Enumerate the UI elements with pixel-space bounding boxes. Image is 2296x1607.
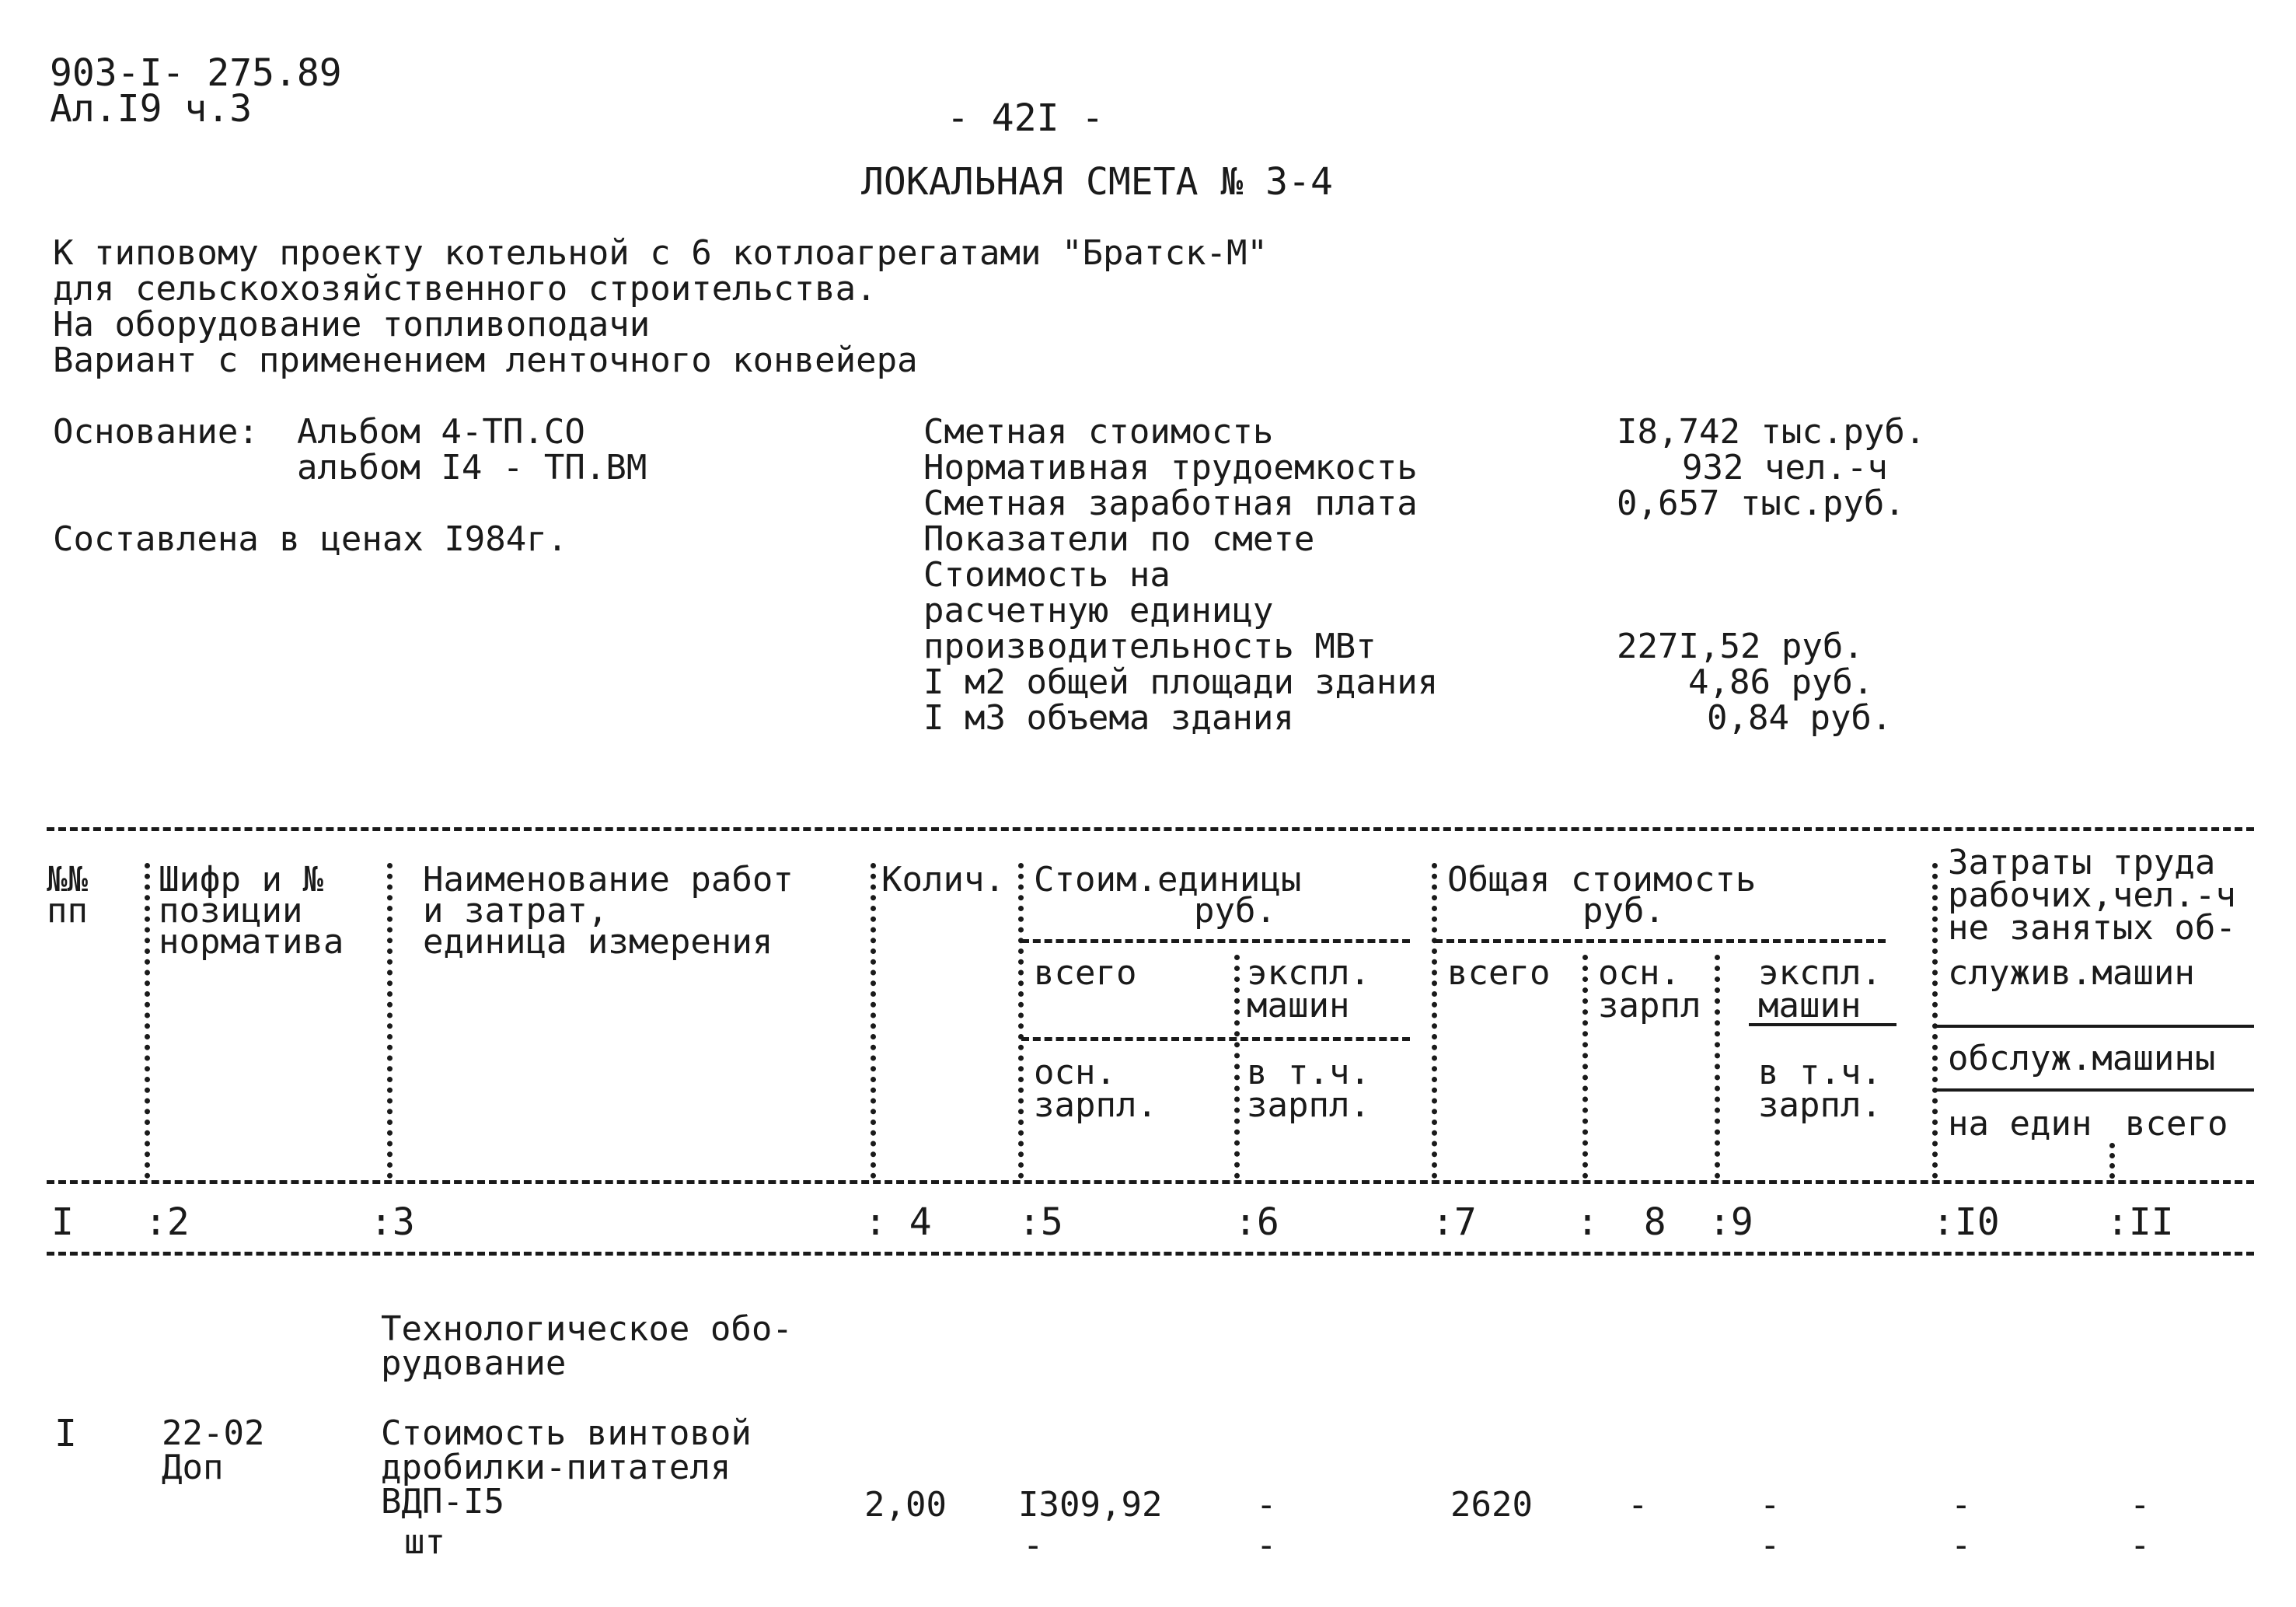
column-separator (1018, 863, 1024, 1179)
summary-value: 227I,52 руб. (1617, 627, 1864, 666)
col-number: :2 (145, 1200, 190, 1244)
prices-note: Составлена в ценах I984г. (53, 519, 568, 559)
column-separator (2109, 1143, 2115, 1179)
header-total-wage: осн. (1598, 953, 1680, 993)
header-unit-mach: экспл. (1247, 953, 1370, 993)
col-number: : 4 (864, 1200, 932, 1244)
header-unit-cost: Стоим.единицы (1034, 860, 1302, 900)
header-total-cost-rub: руб. (1582, 891, 1665, 931)
col-number: :9 (1708, 1200, 1753, 1244)
table-top-rule (47, 827, 2254, 831)
column-separator (1432, 863, 1437, 1179)
header-unit-cost-rub: руб. (1194, 891, 1276, 931)
column-separator (1715, 955, 1720, 1179)
header-name: и затрат, (423, 891, 609, 931)
header-unit-mach-wage: в т.ч. (1247, 1053, 1370, 1092)
header-total-mach: машин (1758, 986, 1862, 1025)
row-name: ВДП-I5 (381, 1482, 504, 1521)
col-number: :3 (370, 1200, 415, 1244)
summary-value: 4,86 руб. (1688, 662, 1874, 702)
row-labor-total: - (2130, 1485, 2151, 1525)
summary-value: I8,742 тыс.руб. (1617, 412, 1926, 452)
header-bottom-rule (47, 1180, 2254, 1184)
document-title: ЛОКАЛЬНАЯ СМЕТА № 3-4 (861, 160, 1333, 204)
row-code: 22-02 (162, 1413, 265, 1453)
basis-label: Основание: (53, 412, 259, 452)
header-unit-mach-wage: зарпл. (1247, 1085, 1370, 1125)
document-code: 903-I- 275.89 (50, 51, 342, 95)
header-rule-10a (1935, 1025, 2254, 1028)
header-qty: Колич. (881, 860, 1005, 900)
header-labor: рабочих,чел.-ч (1948, 875, 2236, 915)
column-separator (1234, 955, 1240, 1179)
column-separator (1582, 955, 1588, 1179)
row-sub-dash: - (1256, 1525, 1277, 1565)
row-unit-mach: - (1256, 1485, 1277, 1525)
summary-value: 0,84 руб. (1707, 698, 1893, 738)
header-code: Шифр и № (159, 860, 323, 900)
album-part: Ал.I9 ч.3 (50, 87, 253, 131)
col-number: :7 (1432, 1200, 1477, 1244)
header-total-wage: зарпл (1598, 986, 1701, 1025)
row-name: дробилки-питателя (381, 1448, 731, 1487)
header-total-mach: экспл. (1758, 953, 1882, 993)
row-sub-dash: - (1023, 1525, 1044, 1565)
summary-label: Показатели по смете (923, 519, 1315, 559)
header-num-2: пп (47, 891, 88, 931)
row-sub-dash: - (1760, 1525, 1781, 1565)
summary-label: I м2 общей площади здания (923, 662, 1439, 702)
header-labor: Затраты труда (1948, 843, 2216, 882)
header-unit-total: всего (1034, 953, 1137, 993)
column-separator (1932, 863, 1938, 1179)
column-separator (145, 863, 150, 1179)
header-total-mach-wage: зарпл. (1758, 1085, 1882, 1125)
column-separator (871, 863, 876, 1179)
summary-label: производительность МВт (923, 627, 1377, 666)
header-sub-rule-1 (1021, 939, 1410, 943)
row-sub-dash: - (2130, 1525, 2151, 1565)
summary-value: 932 чел.-ч (1682, 448, 1888, 487)
row-total-wage: - (1628, 1485, 1649, 1525)
summary-label: I м3 объема здания (923, 698, 1294, 738)
summary-label: Нормативная трудоемкость (923, 448, 1418, 487)
header-name: Наименование работ (423, 860, 794, 900)
header-labor-per-unit: на един (1948, 1104, 2092, 1144)
section-title: рудование (381, 1343, 567, 1383)
row-name: Стоимость винтовой (381, 1413, 752, 1453)
page-number: - 42I - (947, 96, 1104, 140)
intro-line-3: На оборудование топливоподачи (53, 305, 651, 344)
header-name: единица измерения (423, 922, 773, 962)
column-separator (387, 863, 393, 1179)
summary-label: Сметная стоимость (923, 412, 1274, 452)
row-total-mach: - (1760, 1485, 1781, 1525)
header-num-1: №№ (47, 860, 88, 900)
header-sub-rule-2 (1435, 939, 1886, 943)
header-total-mach-wage: в т.ч. (1758, 1053, 1882, 1092)
header-labor-total: всего (2125, 1104, 2228, 1144)
col-number: :II (2106, 1200, 2174, 1244)
row-total: 2620 (1450, 1485, 1533, 1525)
col-number-rule (47, 1252, 2254, 1256)
col-number: :I0 (1932, 1200, 2000, 1244)
row-qty: 2,00 (864, 1485, 947, 1525)
summary-value: 0,657 тыс.руб. (1617, 484, 1905, 523)
header-code: позиции (159, 891, 303, 931)
summary-label: Сметная заработная плата (923, 484, 1418, 523)
header-mach-underline (1749, 1023, 1896, 1026)
basis-album-2: альбом I4 - ТП.ВМ (297, 448, 647, 487)
summary-label: Стоимость на (923, 555, 1171, 595)
intro-line-1: К типовому проекту котельной с 6 котлоагрегатами "Братск-М" (53, 233, 1268, 273)
intro-line-2: для сельскохозяйственного строительства. (53, 269, 877, 309)
header-unit-wage: зарпл. (1034, 1085, 1157, 1125)
row-labor-unit: - (1951, 1485, 1972, 1525)
header-labor: служив.машин (1948, 953, 2195, 993)
header-total-cost: Общая стоимость (1447, 860, 1757, 900)
section-title: Технологическое обо- (381, 1309, 793, 1349)
row-unit-total: I309,92 (1018, 1485, 1163, 1525)
col-number: : 8 (1576, 1200, 1666, 1244)
header-total-all: всего (1447, 953, 1551, 993)
header-sub-rule-3 (1021, 1037, 1410, 1041)
row-number: I (54, 1412, 77, 1455)
header-labor-service: обслуж.машины (1948, 1039, 2216, 1078)
intro-line-4: Вариант с применением ленточного конвейера (53, 341, 918, 380)
header-unit-wage: осн. (1034, 1053, 1116, 1092)
basis-album-1: Альбом 4-ТП.СО (297, 412, 585, 452)
col-number: I (51, 1200, 74, 1244)
header-code: норматива (159, 922, 344, 962)
row-unit: шт (404, 1522, 445, 1562)
summary-label: расчетную единицу (923, 591, 1274, 631)
col-number: :6 (1234, 1200, 1279, 1244)
header-unit-mach: машин (1247, 986, 1350, 1025)
row-sub-dash: - (1951, 1525, 1972, 1565)
col-number: :5 (1018, 1200, 1063, 1244)
header-rule-10b (1935, 1088, 2254, 1092)
header-labor: не занятых об- (1948, 908, 2236, 948)
row-code: Доп (162, 1448, 224, 1487)
